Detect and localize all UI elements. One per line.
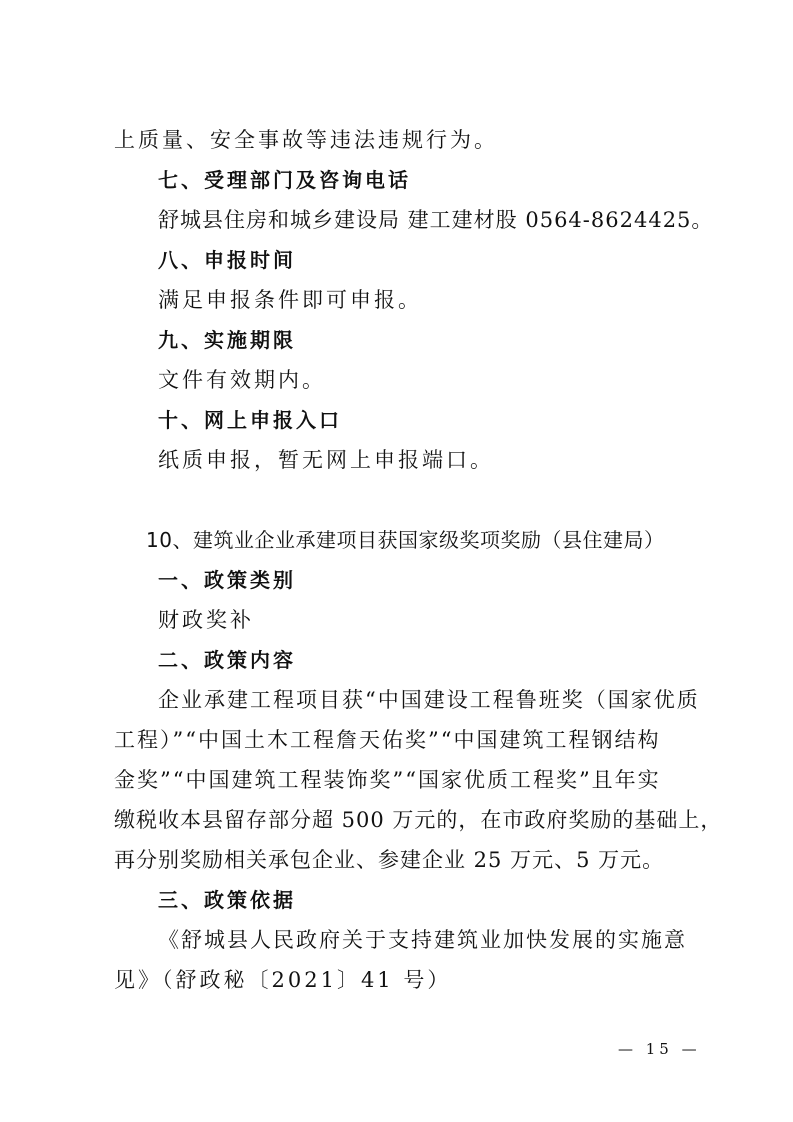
section-heading: 八、申报时间 <box>158 248 296 272</box>
paragraph-line: 文件有效期内。 <box>158 368 326 392</box>
paragraph-line: 满足申报条件即可申报。 <box>158 288 422 312</box>
paragraph-line: 见》（舒政秘〔2021〕41 号） <box>114 968 452 992</box>
paragraph-line: 企业承建工程项目获“中国建设工程鲁班奖（国家优质 <box>158 688 700 712</box>
paragraph-line: 《舒城县人民政府关于支持建筑业加快发展的实施意 <box>158 928 687 952</box>
paragraph-line: 工程）”“中国土木工程詹天佑奖”“中国建筑工程钢结构 <box>114 728 661 752</box>
paragraph-line: 纸质申报，暂无网上申报端口。 <box>158 448 494 472</box>
section-heading: 七、受理部门及咨询电话 <box>158 168 411 192</box>
paragraph-line: 财政奖补 <box>158 608 254 632</box>
paragraph-line: 再分别奖励相关承包企业、参建企业 25 万元、5 万元。 <box>114 848 665 872</box>
section-heading: 十、网上申报入口 <box>158 408 342 432</box>
section-heading: 九、实施期限 <box>158 328 296 352</box>
section-heading: 一、政策类别 <box>158 568 296 592</box>
page-number: — 15 — <box>618 1040 701 1058</box>
paragraph-line: 舒城县住房和城乡建设局 建工建材股 0564-8624425。 <box>158 208 714 232</box>
item-title: 10、建筑业企业承建项目获国家级奖项奖励（县住建局） <box>146 528 665 552</box>
paragraph-line: 上质量、安全事故等违法违规行为。 <box>114 128 498 152</box>
paragraph-line: 缴税收本县留存部分超 500 万元的，在市政府奖励的基础上， <box>114 808 723 832</box>
section-heading: 二、政策内容 <box>158 648 296 672</box>
paragraph-line: 金奖”“中国建筑工程装饰奖”“国家优质工程奖”且年实 <box>114 768 661 792</box>
section-heading: 三、政策依据 <box>158 888 296 912</box>
